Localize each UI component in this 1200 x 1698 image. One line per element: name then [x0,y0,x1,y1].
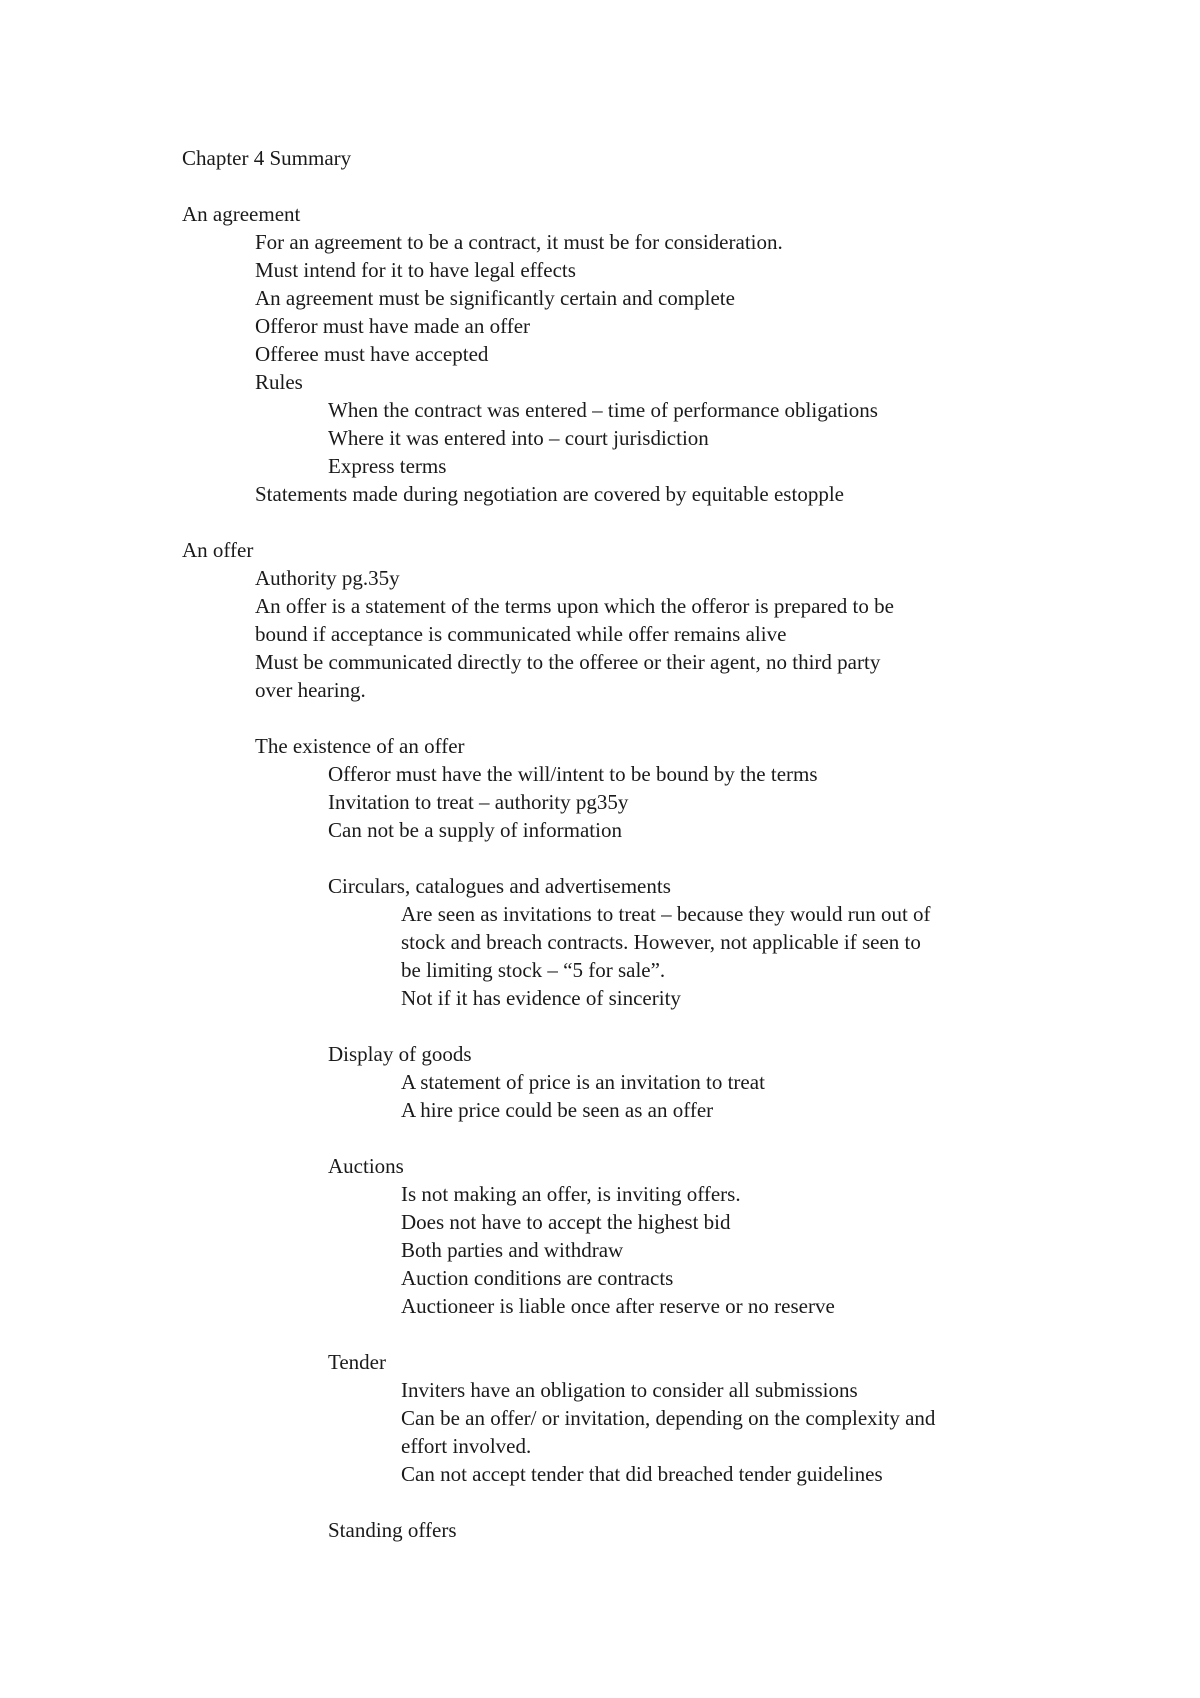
text-line: be limiting stock – “5 for sale”. [401,958,666,982]
text-line: Statements made during negotiation are covered by equitable estopple [255,482,844,506]
spacer [182,1124,1082,1152]
text-line: Invitation to treat – authority pg35y [328,790,629,814]
text-line: A statement of price is an invitation to treat [401,1070,765,1094]
subheading-rules: Rules [255,370,303,394]
spacer [182,1320,1082,1348]
text-line: Both parties and withdraw [401,1238,624,1262]
text-line: Is not making an offer, is inviting offers. [401,1182,741,1206]
text-line: Does not have to accept the highest bid [401,1210,731,1234]
section-heading-offer: An offer [182,538,254,562]
text-line: An offer is a statement of the terms upon which the offeror is prepared to be [255,594,894,618]
text-line: Are seen as invitations to treat – because they would run out of [401,902,931,926]
text-line: Must intend for it to have legal effects [255,258,576,282]
spacer [182,172,1082,200]
subheading-display-of-goods: Display of goods [328,1042,472,1066]
text-line: Offeree must have accepted [255,342,489,366]
text-line: Auctioneer is liable once after reserve or no reserve [401,1294,835,1318]
text-line: Can not accept tender that did breached tender guidelines [401,1462,883,1486]
text-line: effort involved. [401,1434,532,1458]
spacer [182,844,1082,872]
subheading-auctions: Auctions [328,1154,404,1178]
section-heading-agreement: An agreement [182,202,301,226]
text-line: For an agreement to be a contract, it must be for consideration. [255,230,783,254]
text-line: Express terms [328,454,447,478]
text-line: An agreement must be significantly certain and complete [255,286,735,310]
spacer [182,508,1082,536]
spacer [182,704,1082,732]
text-line: over hearing. [255,678,366,702]
text-line: When the contract was entered – time of performance obligations [328,398,878,422]
text-line: Must be communicated directly to the offeree or their agent, no third party [255,650,881,674]
document-title: Chapter 4 Summary [182,146,352,170]
text-line: Offeror must have made an offer [255,314,531,338]
text-line: bound if acceptance is communicated while offer remains alive [255,622,787,646]
text-line: Not if it has evidence of sincerity [401,986,681,1010]
spacer [182,1488,1082,1516]
subheading-circulars: Circulars, catalogues and advertisements [328,874,671,898]
text-line: A hire price could be seen as an offer [401,1098,714,1122]
text-line: Auction conditions are contracts [401,1266,674,1290]
text-line: Inviters have an obligation to consider all submissions [401,1378,858,1402]
spacer [182,1012,1082,1040]
document-body [182,144,1082,1544]
subheading-existence-of-offer: The existence of an offer [255,734,465,758]
text-line: Where it was entered into – court jurisdiction [328,426,709,450]
text-line: Offeror must have the will/intent to be bound by the terms [328,762,818,786]
text-line: stock and breach contracts. However, not applicable if seen to [401,930,921,954]
text-line: Can not be a supply of information [328,818,622,842]
subheading-standing-offers: Standing offers [328,1518,457,1542]
subheading-tender: Tender [328,1350,386,1374]
text-line: Authority pg.35y [255,566,400,590]
text-line: Can be an offer/ or invitation, depending on the complexity and [401,1406,936,1430]
